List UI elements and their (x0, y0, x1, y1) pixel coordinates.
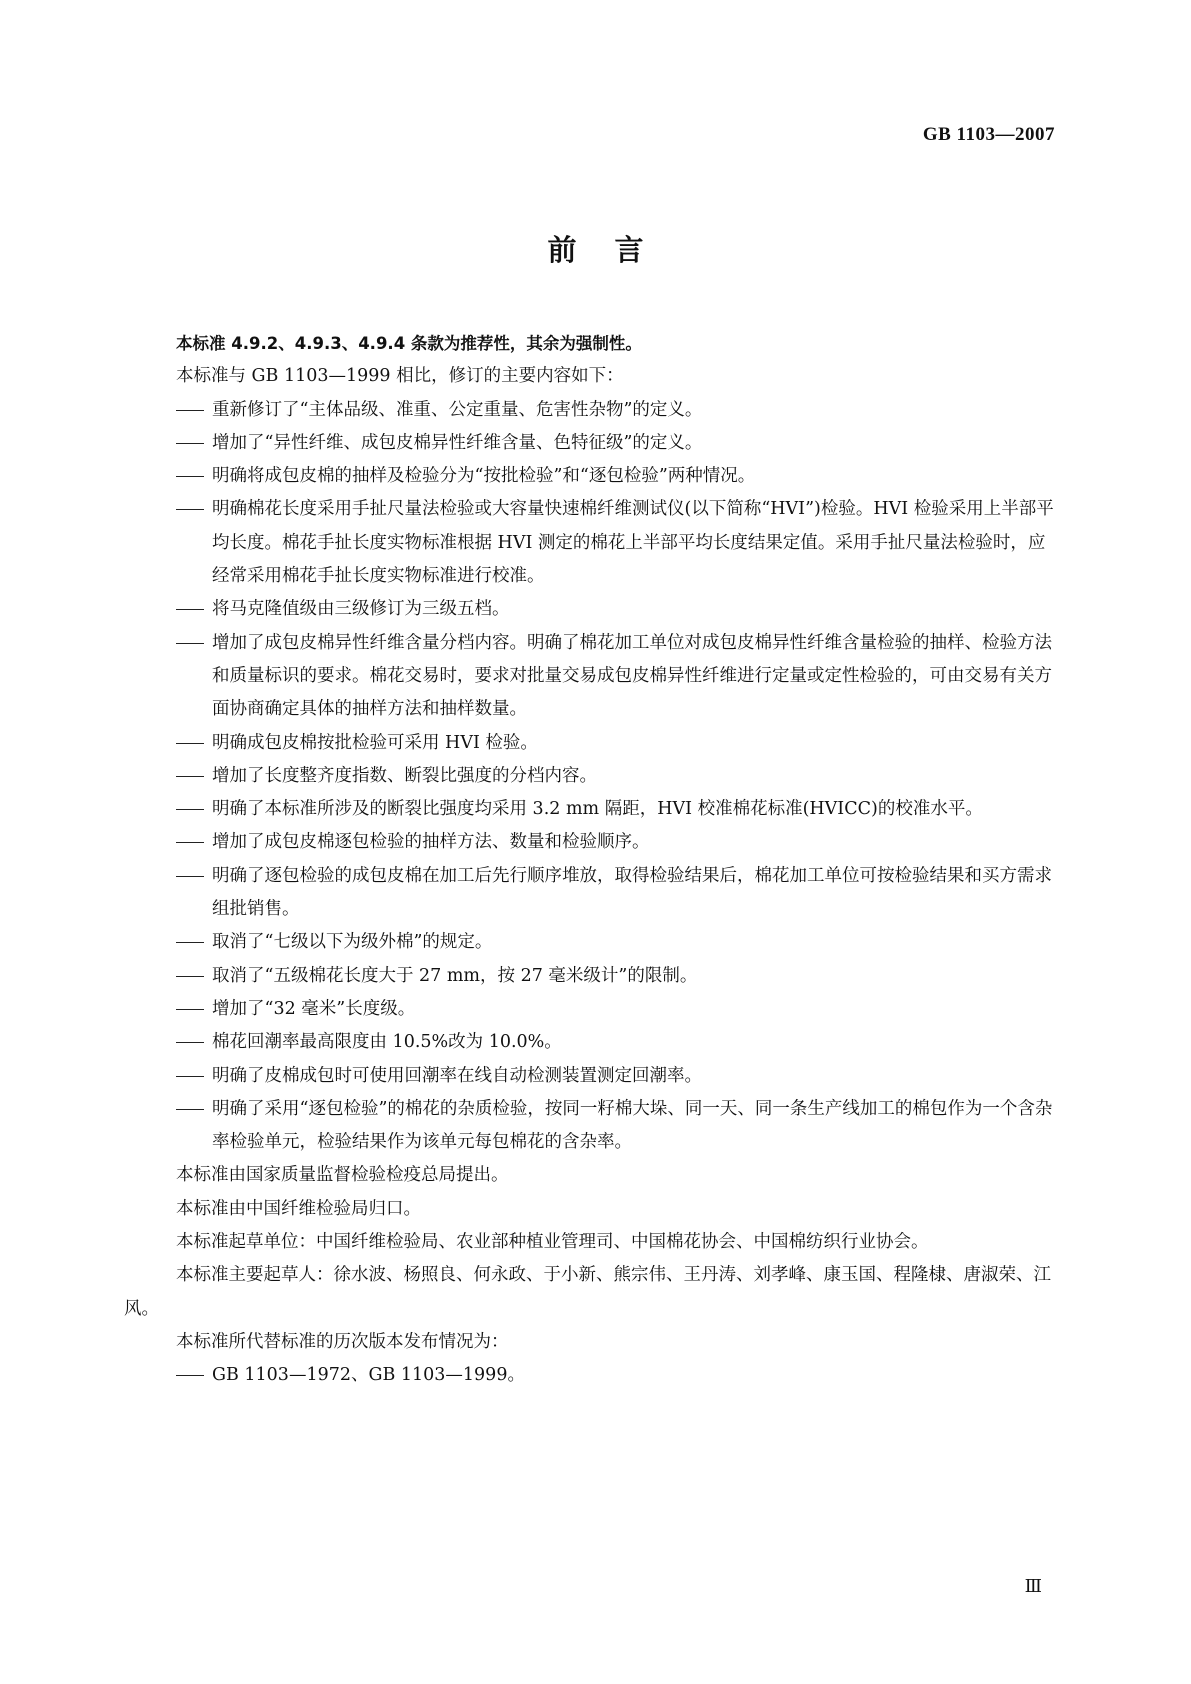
dash-marker (176, 942, 204, 943)
list-item (124, 493, 1056, 593)
list-item-text: 明确了采用“逐包检验”的棉花的杂质检验，按同一籽棉大垛、同一天、同一条生产线加工的棉包作为一个含杂率检验单元，检验结果作为该单元每包棉花的含杂率。 (212, 1098, 1053, 1153)
change-list (124, 394, 1056, 1160)
list-item-text: 取消了“七级以下为级外棉”的规定。 (212, 932, 493, 953)
dash-marker (176, 1109, 204, 1110)
managed-by: 本标准由中国纤维检验局归口。 (176, 1198, 421, 1219)
dash-marker (176, 976, 204, 977)
list-item-text: 明确将成包皮棉的抽样及检验分为“按批检验”和“逐包检验”两种情况。 (212, 466, 756, 487)
history-item-text: GB 1103—1972、GB 1103—1999。 (212, 1365, 525, 1386)
history-intro: 本标准所代替标准的历次版本发布情况为： (176, 1331, 509, 1352)
dash-marker (176, 609, 204, 610)
list-item (124, 460, 1056, 493)
revision-intro: 本标准与 GB 1103—1999 相比，修订的主要内容如下： (176, 366, 624, 387)
dash-marker (176, 443, 204, 444)
foreword-body (124, 327, 1056, 1393)
dash-marker (176, 876, 204, 877)
list-item (124, 1060, 1056, 1093)
page-title: 前言 (547, 233, 682, 267)
page-number: Ⅲ (1024, 1576, 1043, 1596)
drafting-units: 本标准起草单位：中国纤维检验局、农业部种植业管理司、中国棉花协会、中国棉纺织行业协会。 (176, 1232, 929, 1253)
list-item (124, 760, 1056, 793)
dash-marker (176, 1009, 204, 1010)
list-item-text: 增加了“异性纤维、成包皮棉异性纤维含量、色特征级”的定义。 (212, 432, 703, 453)
dash-marker (176, 410, 204, 411)
list-item (124, 993, 1056, 1026)
list-item (124, 1093, 1056, 1160)
list-item-text: 增加了“32 毫米”长度级。 (212, 998, 416, 1019)
list-item (124, 926, 1056, 959)
dash-marker (176, 776, 204, 777)
dash-marker (176, 1076, 204, 1077)
list-item (124, 727, 1056, 760)
dash-marker (176, 809, 204, 810)
list-item-text: 棉花回潮率最高限度由 10.5%改为 10.0%。 (212, 1032, 562, 1053)
list-item-text: 明确了本标准所涉及的断裂比强度均采用 3.2 mm 隔距，HVI 校准棉花标准(HVICC)的校准水平。 (212, 799, 983, 820)
dash-marker (176, 1375, 204, 1376)
list-item-text: 重新修订了“主体品级、准重、公定重量、危害性杂物”的定义。 (212, 399, 703, 420)
list-item (124, 860, 1056, 927)
list-item-text: 增加了长度整齐度指数、断裂比强度的分档内容。 (212, 765, 597, 786)
list-item-text: 取消了“五级棉花长度大于 27 mm，按 27 毫米级计”的限制。 (212, 965, 698, 986)
list-item (124, 793, 1056, 826)
drafters: 本标准主要起草人：徐水波、杨照良、何永政、于小新、熊宗伟、王丹涛、刘孝峰、康玉国、程隆棣、唐淑荣、江风。 (124, 1265, 1051, 1319)
dash-marker (176, 476, 204, 477)
mandatory-statement: 本标准 4.9.2、4.9.3、4.9.4 条款为推荐性，其余为强制性。 (176, 334, 642, 353)
list-item-text: 增加了成包皮棉异性纤维含量分档内容。明确了棉花加工单位对成包皮棉异性纤维含量检验的抽样、检验方法和质量标识的要求。棉花交易时，要求对批量交易成包皮棉异性纤维进行定量或定性检验的，可由交易有关方面协商确定具体的抽样方法和抽样数量。 (212, 632, 1052, 720)
list-item (124, 593, 1056, 626)
list-item-text: 增加了成包皮棉逐包检验的抽样方法、数量和检验顺序。 (212, 832, 650, 853)
standard-code: GB 1103—2007 (922, 124, 1055, 145)
list-item (124, 627, 1056, 727)
history-item (124, 1359, 1056, 1392)
dash-marker (176, 743, 204, 744)
dash-marker (176, 842, 204, 843)
list-item (124, 1026, 1056, 1059)
list-item-text: 明确了逐包检验的成包皮棉在加工后先行顺序堆放，取得检验结果后，棉花加工单位可按检验结果和买方需求组批销售。 (212, 865, 1052, 920)
list-item (124, 394, 1056, 427)
list-item (124, 427, 1056, 460)
dash-marker (176, 1042, 204, 1043)
list-item (124, 960, 1056, 993)
list-item-text: 将马克隆值级由三级修订为三级五档。 (212, 599, 510, 620)
list-item-text: 明确成包皮棉按批检验可采用 HVI 检验。 (212, 732, 538, 753)
dash-marker (176, 509, 204, 510)
dash-marker (176, 643, 204, 644)
list-item-text: 明确棉花长度采用手扯尺量法检验或大容量快速棉纤维测试仪(以下简称“HVI”)检验。HVI 检验采用上半部平均长度。棉花手扯长度实物标准根据 HVI 测定的棉花上半部平均长度结果定值。采用手扯尺量法检验时，应经常采用棉花手扯长度实物标准进行校准。 (212, 499, 1054, 587)
list-item-text: 明确了皮棉成包时可使用回潮率在线自动检测装置测定回潮率。 (212, 1065, 702, 1086)
list-item (124, 826, 1056, 859)
proposed-by: 本标准由国家质量监督检验检疫总局提出。 (176, 1165, 509, 1186)
